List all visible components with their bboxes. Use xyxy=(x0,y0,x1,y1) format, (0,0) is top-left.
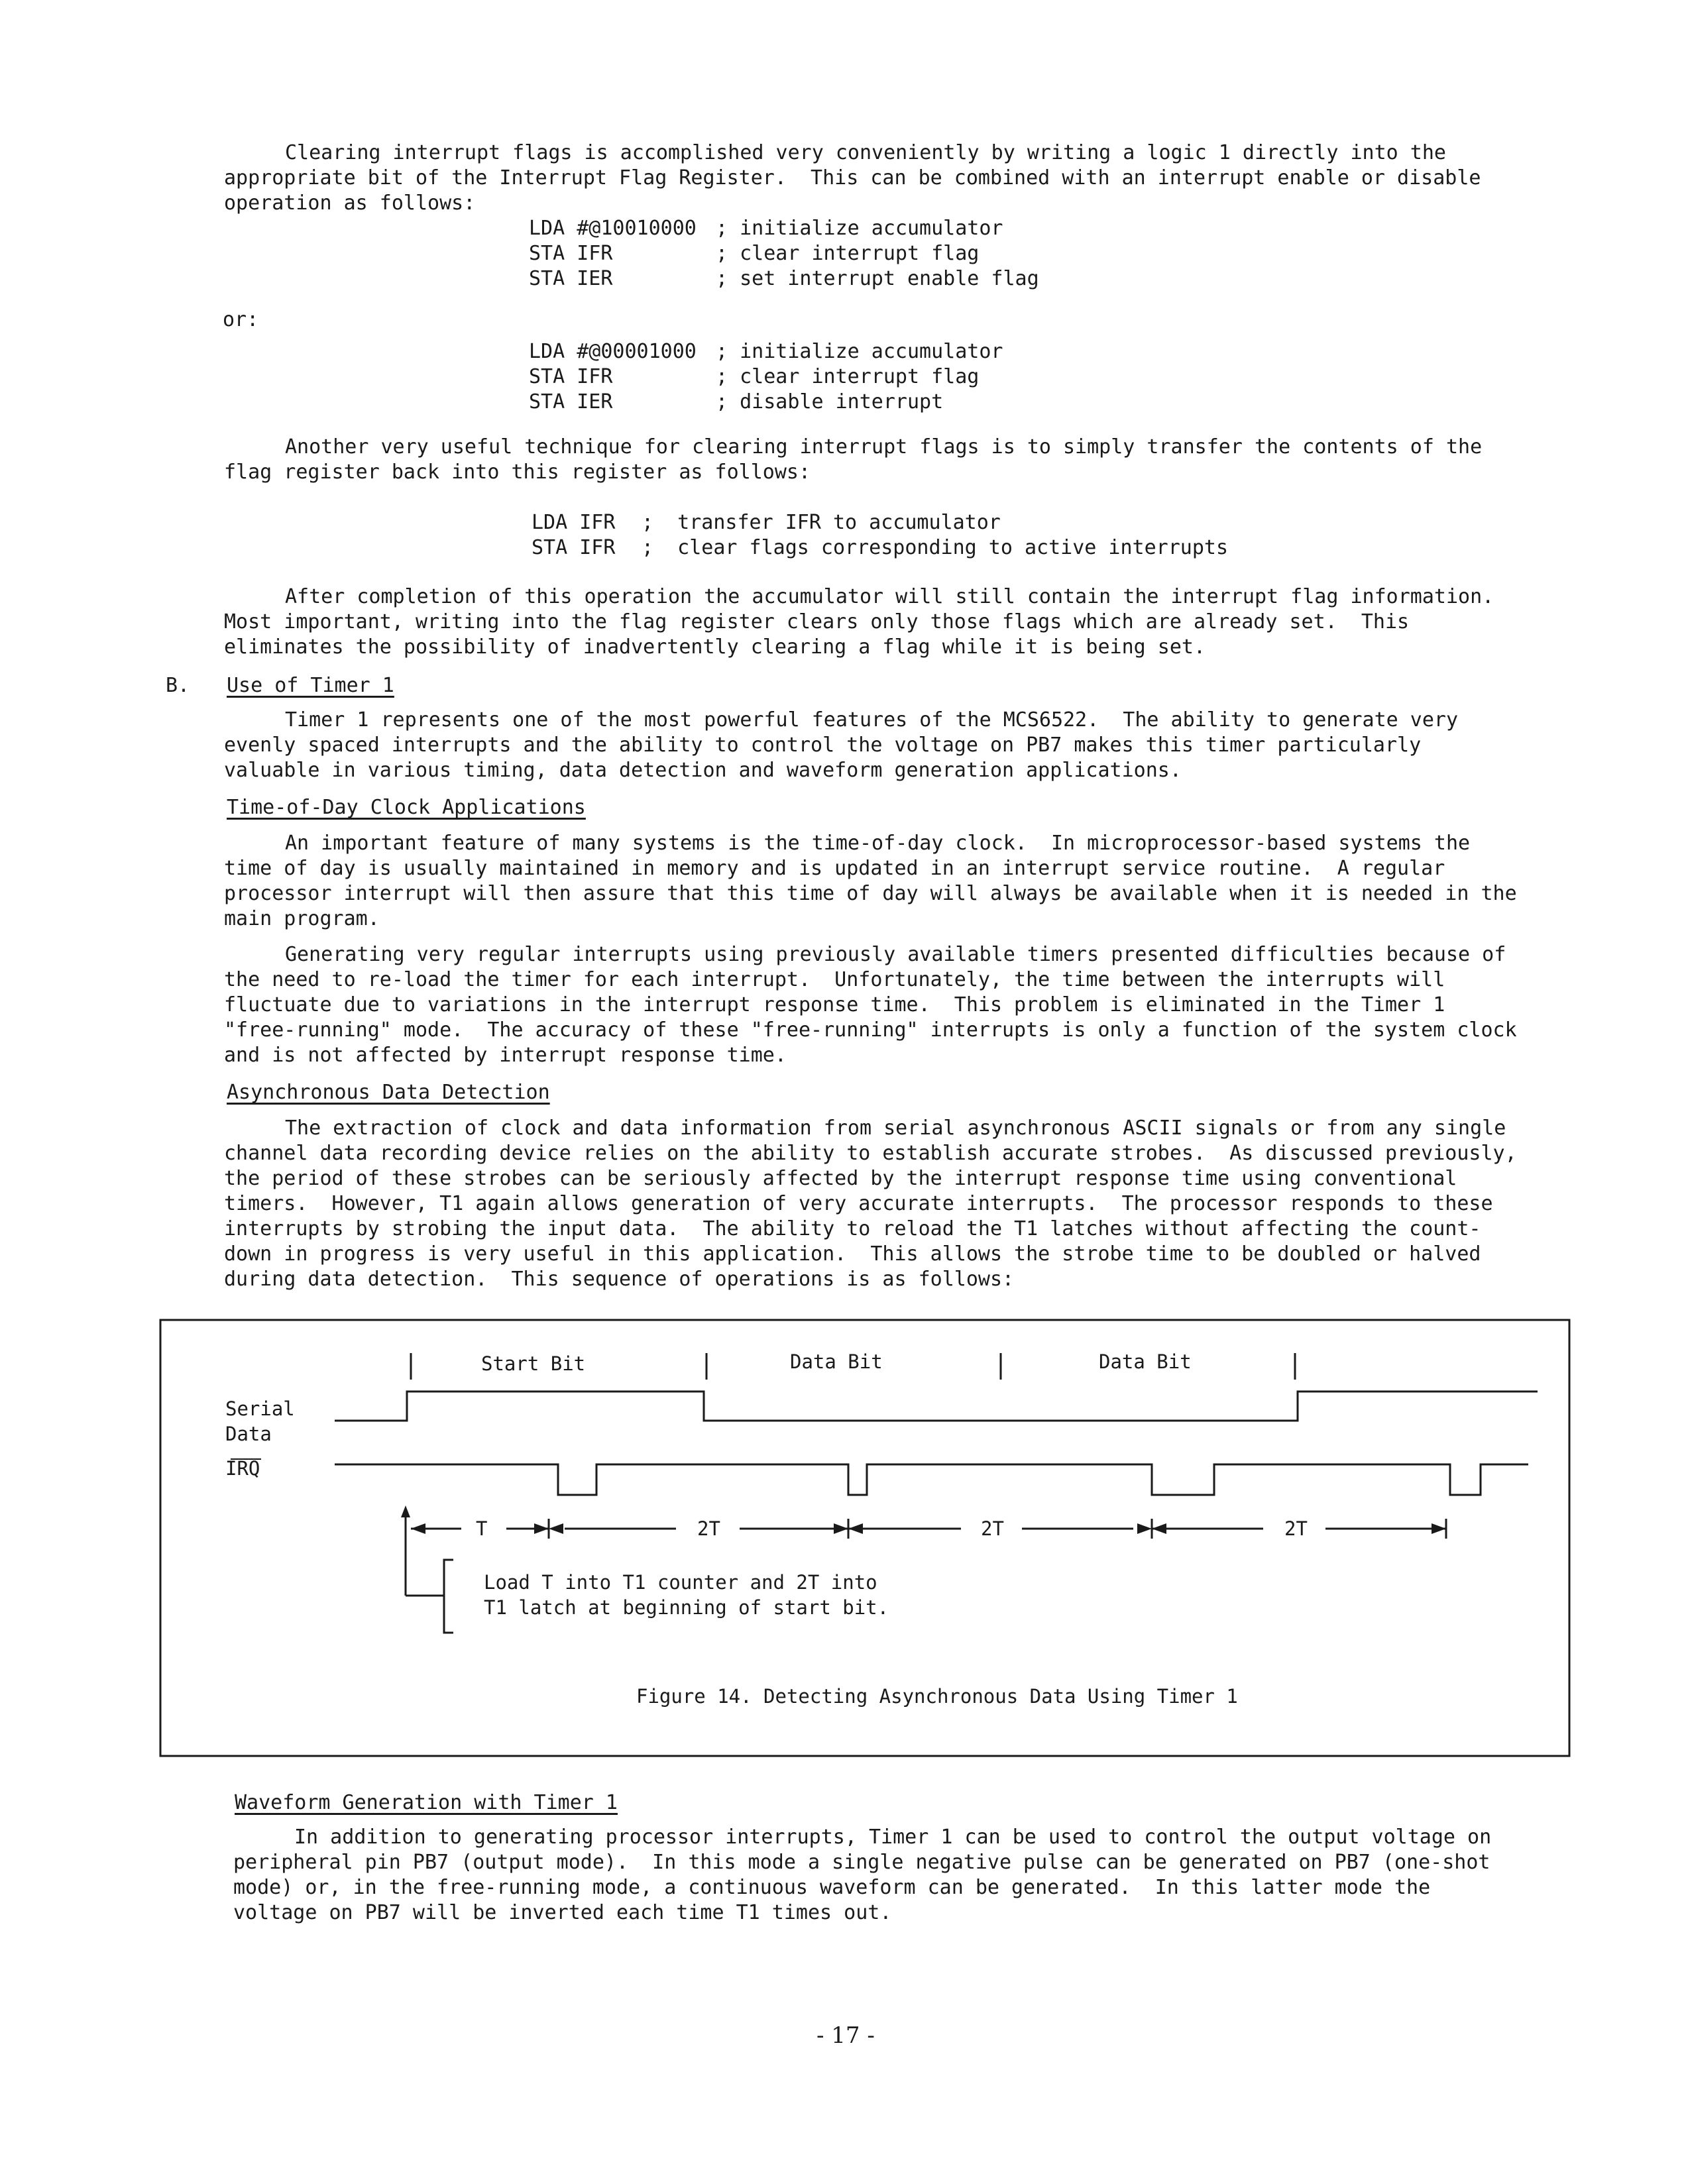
code-comment: ; clear interrupt flag xyxy=(716,242,980,265)
arrowhead-left xyxy=(549,1523,563,1534)
figure-note: Load T into T1 counter and 2T into xyxy=(484,1571,877,1594)
code-instr: STA IFR xyxy=(532,536,616,559)
code-comment: ; transfer IFR to accumulator xyxy=(642,511,1001,534)
or-label: or: xyxy=(223,308,259,331)
code-instr: STA IER xyxy=(529,267,613,290)
code-instr: STA IFR xyxy=(529,242,613,265)
interval-label: 2T xyxy=(981,1517,1004,1540)
arrowhead-left xyxy=(411,1523,425,1534)
arrowhead-up xyxy=(401,1505,410,1517)
serial-data-label: Data xyxy=(225,1423,272,1445)
subsection-heading: Waveform Generation with Timer 1 xyxy=(235,1791,618,1814)
interval-label: 2T xyxy=(697,1517,720,1540)
timing-diagram-figure xyxy=(159,1319,1571,1757)
async-paragraph: The extraction of clock and data information from serial asynchronous ASCII signals or from any single channel data recording device relies on the ability to establish accurate strobes. As discussed previously, the period of these strobes can be seriously affected by the interrupt response time using conventional timers. However, T1 again allows generation of very accurate interrupts. The processor responds to these interrupts by strobing the input data. The ability to reload the T1 latches without affecting the count-down in progress is very useful in this application. This allows the strobe time to be doubled or halved during data detection. This sequence of operations is as follows: xyxy=(224,1117,1529,1291)
code-instr: LDA #@10010000 xyxy=(529,217,697,240)
timing-diagram xyxy=(159,1319,1571,1757)
time-of-day-paragraph-1: An important feature of many systems is the time-of-day clock. In microprocessor-based systems the time of day is usually maintained in memory and is updated in an interrupt service routine. A regular processor interrupt will then assure that this time of day will always be available when it is needed in the main program. xyxy=(224,832,1529,930)
bit-label: Data Bit xyxy=(1099,1350,1192,1373)
arrowhead-right xyxy=(534,1523,549,1534)
technique-paragraph: Another very useful technique for clearing interrupt flags is to simply transfer the contents of the flag register back into this register as follows: xyxy=(224,435,1494,484)
arrowhead-right xyxy=(1432,1523,1446,1534)
arrowhead-left xyxy=(1152,1523,1166,1534)
code-comment: ; clear flags corresponding to active interrupts xyxy=(642,536,1229,559)
arrowhead-right xyxy=(834,1523,848,1534)
code-instr: STA IER xyxy=(529,390,613,413)
serial-data-label: Serial xyxy=(225,1397,295,1420)
bit-label: Start Bit xyxy=(481,1352,586,1375)
interval-label: T xyxy=(476,1517,488,1540)
code-comment: ; disable interrupt xyxy=(716,390,944,413)
code-comment: ; clear interrupt flag xyxy=(716,365,980,388)
waveform-paragraph: In addition to generating processor interrupts, Timer 1 can be used to control the output voltage on peripheral pin PB7 (output mode). In this mode a single negative pulse can be generated on PB7 (one-shot mode) or, in the free-running mode, a continuous waveform can be generated. In this latter mode the voltage on PB7 will be inverted each time T1 times out. xyxy=(233,1826,1504,1924)
page-number: - 17 - xyxy=(816,2022,875,2049)
figure-note: T1 latch at beginning of start bit. xyxy=(484,1596,889,1619)
timer1-paragraph: Timer 1 represents one of the most powerful features of the MCS6522. The ability to generate very evenly spaced interrupts and the ability to control the voltage on PB7 makes this timer particularly valuable in various timing, data detection and waveform generation applications. xyxy=(224,708,1471,782)
code-instr: LDA IFR xyxy=(532,511,616,534)
arrowhead-left xyxy=(848,1523,863,1534)
subsection-heading: Time-of-Day Clock Applications xyxy=(227,796,586,819)
bit-label: Data Bit xyxy=(790,1350,883,1373)
serial-data-waveform xyxy=(335,1392,1538,1421)
interval-label: 2T xyxy=(1284,1517,1308,1540)
section-heading: Use of Timer 1 xyxy=(227,674,394,697)
intro-paragraph: Clearing interrupt flags is accomplished very conveniently by writing a logic 1 directly into the appropriate bit of the Interrupt Flag Register. This can be combined with an interrupt enable or disable operation as follows: xyxy=(224,141,1493,215)
after-paragraph: After completion of this operation the accumulator will still contain the interrupt flag information. Most important, writing into the flag register clears only those flags which are already set. This eliminates the possibility of inadvertently clearing a flag while it is being set. xyxy=(224,585,1506,659)
arrowhead-right xyxy=(1137,1523,1152,1534)
code-instr: STA IFR xyxy=(529,365,613,388)
subsection-heading: Asynchronous Data Detection xyxy=(227,1081,550,1104)
code-comment: ; set interrupt enable flag xyxy=(716,267,1039,290)
code-comment: ; initialize accumulator xyxy=(716,340,1003,363)
irq-waveform xyxy=(335,1464,1528,1495)
figure-caption: Figure 14. Detecting Asynchronous Data Using Timer 1 xyxy=(636,1685,1238,1708)
irq-label: IRQ xyxy=(225,1457,260,1480)
time-of-day-paragraph-2: Generating very regular interrupts using previously available timers presented difficulties because of the need to re-load the timer for each interrupt. Unfortunately, the time between the interrupts will fluctuate due to variations in the interrupt response time. This problem is eliminated in the Timer 1 "free-running" mode. The accuracy of these "free-running" interrupts is only a function of the system clock and is not affected by interrupt response time. xyxy=(224,943,1529,1067)
code-comment: ; initialize accumulator xyxy=(716,217,1003,240)
section-letter: B. xyxy=(166,674,190,697)
code-instr: LDA #@00001000 xyxy=(529,340,697,363)
note-bracket xyxy=(444,1560,453,1633)
